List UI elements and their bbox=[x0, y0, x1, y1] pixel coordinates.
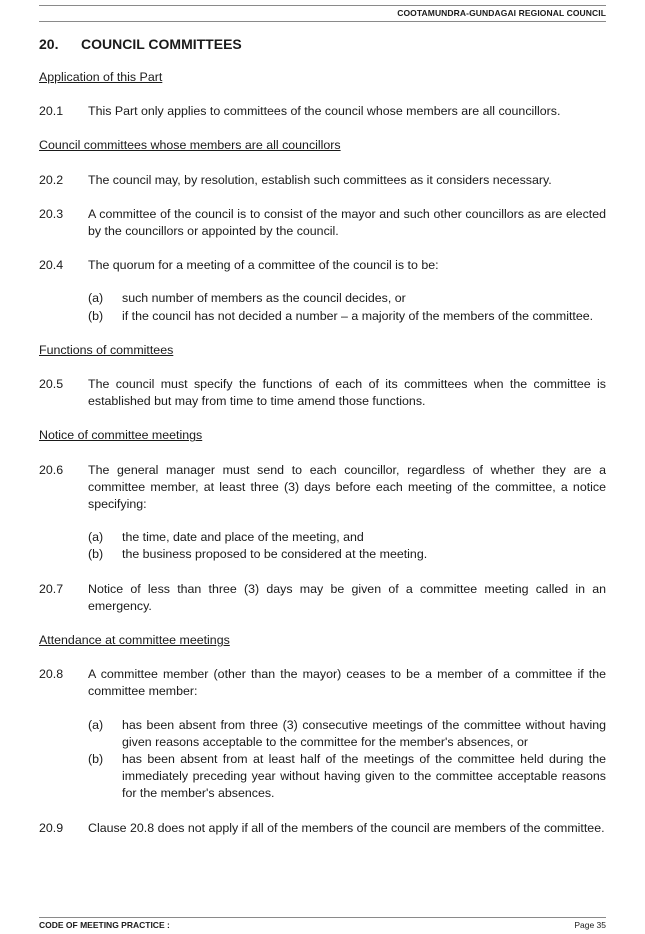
heading-attendance: Attendance at committee meetings bbox=[39, 633, 230, 648]
section-number: 20. bbox=[39, 36, 59, 52]
subclause-label: (b) bbox=[88, 752, 104, 767]
clause-text: A committee of the council is to consist of the mayor and such other councillors as are elected by the councillors or appointed by the council. bbox=[88, 206, 606, 239]
subclause-label: (b) bbox=[88, 308, 104, 323]
heading-council-committees: Council committees whose members are all councillors bbox=[39, 138, 341, 153]
clause-text: This Part only applies to committees of the council whose members are all councillors. bbox=[88, 104, 561, 119]
clause-text: The quorum for a meeting of a committee of the council is to be: bbox=[88, 258, 439, 273]
header-org-name: COOTAMUNDRA-GUNDAGAI REGIONAL COUNCIL bbox=[397, 8, 606, 18]
clause-text: A committee member (other than the mayor) ceases to be a member of a committee if the committee member: bbox=[88, 667, 606, 699]
subclause-text: if the council has not decided a number – a majority of the members of the committee. bbox=[122, 308, 594, 323]
subclause-label: (a) bbox=[88, 717, 104, 732]
heading-functions: Functions of committees bbox=[39, 342, 174, 357]
clause-number: 20.3 bbox=[39, 206, 64, 221]
section-title-text: COUNCIL COMMITTEES bbox=[81, 36, 242, 52]
clause-20-6 bbox=[39, 462, 606, 514]
footer-document-title: CODE OF MEETING PRACTICE : bbox=[39, 920, 170, 930]
clause-text: The council must specify the functions of each of its committees when the committee is established but may from time to time amend those functions. bbox=[88, 377, 606, 409]
clause-number: 20.5 bbox=[39, 377, 64, 392]
clause-20-1 bbox=[39, 103, 606, 120]
header-rule-top bbox=[39, 5, 606, 6]
heading-application: Application of this Part bbox=[39, 70, 163, 84]
subclause-a bbox=[88, 290, 606, 307]
subclause-a bbox=[88, 529, 606, 546]
section-title bbox=[39, 34, 606, 54]
clause-20-4 bbox=[39, 257, 606, 274]
subclause-text: the business proposed to be considered at the meeting. bbox=[122, 547, 428, 562]
clause-20-2 bbox=[39, 172, 606, 189]
footer-page-number: Page 35 bbox=[574, 920, 606, 930]
clause-20-9 bbox=[39, 820, 606, 837]
clause-20-5 bbox=[39, 376, 606, 410]
clause-20-8-subitems bbox=[88, 717, 606, 803]
subclause-label: (a) bbox=[88, 530, 104, 545]
clause-number: 20.2 bbox=[39, 172, 64, 187]
clause-number: 20.1 bbox=[39, 104, 64, 119]
clause-number: 20.8 bbox=[39, 667, 64, 682]
clause-text: Notice of less than three (3) days may be given of a committee meeting called in an emergency. bbox=[88, 581, 606, 613]
clause-number: 20.4 bbox=[39, 258, 64, 273]
clause-text: The general manager must send to each councillor, regardless of whether they are a committee member, at least three (3) days before each meeting of the committee, a notice specifying: bbox=[88, 462, 606, 512]
subclause-b bbox=[88, 751, 606, 803]
clause-text: The council may, by resolution, establish such committees as it considers necessary. bbox=[88, 172, 552, 187]
subclause-label: (b) bbox=[88, 547, 104, 562]
clause-20-4-subitems bbox=[88, 290, 606, 324]
clause-number: 20.9 bbox=[39, 820, 64, 835]
clause-text: Clause 20.8 does not apply if all of the members of the council are members of the committee. bbox=[88, 820, 605, 835]
clause-20-8 bbox=[39, 666, 606, 700]
footer-rule bbox=[39, 917, 606, 918]
header-rule-bottom bbox=[39, 21, 606, 22]
subclause-text: has been absent from at least half of the meetings of the committee held during the immediately preceding year without having given to the committee acceptable reasons for the member's absences. bbox=[122, 752, 606, 801]
subclause-text: the time, date and place of the meeting, and bbox=[122, 530, 364, 545]
clause-20-3 bbox=[39, 206, 606, 240]
clause-number: 20.7 bbox=[39, 581, 64, 596]
document-body bbox=[39, 34, 606, 854]
subclause-b bbox=[88, 546, 606, 563]
clause-number: 20.6 bbox=[39, 462, 64, 477]
clause-20-6-subitems bbox=[88, 529, 606, 563]
subclause-text: such number of members as the council decides, or bbox=[122, 291, 406, 306]
subclause-a bbox=[88, 717, 606, 751]
subclause-text: has been absent from three (3) consecutive meetings of the committee without having given reasons acceptable to the committee for the member's absences, or bbox=[122, 717, 606, 749]
subclause-b bbox=[88, 308, 606, 325]
heading-notice: Notice of committee meetings bbox=[39, 428, 203, 443]
subclause-label: (a) bbox=[88, 291, 104, 306]
clause-20-7 bbox=[39, 581, 606, 615]
